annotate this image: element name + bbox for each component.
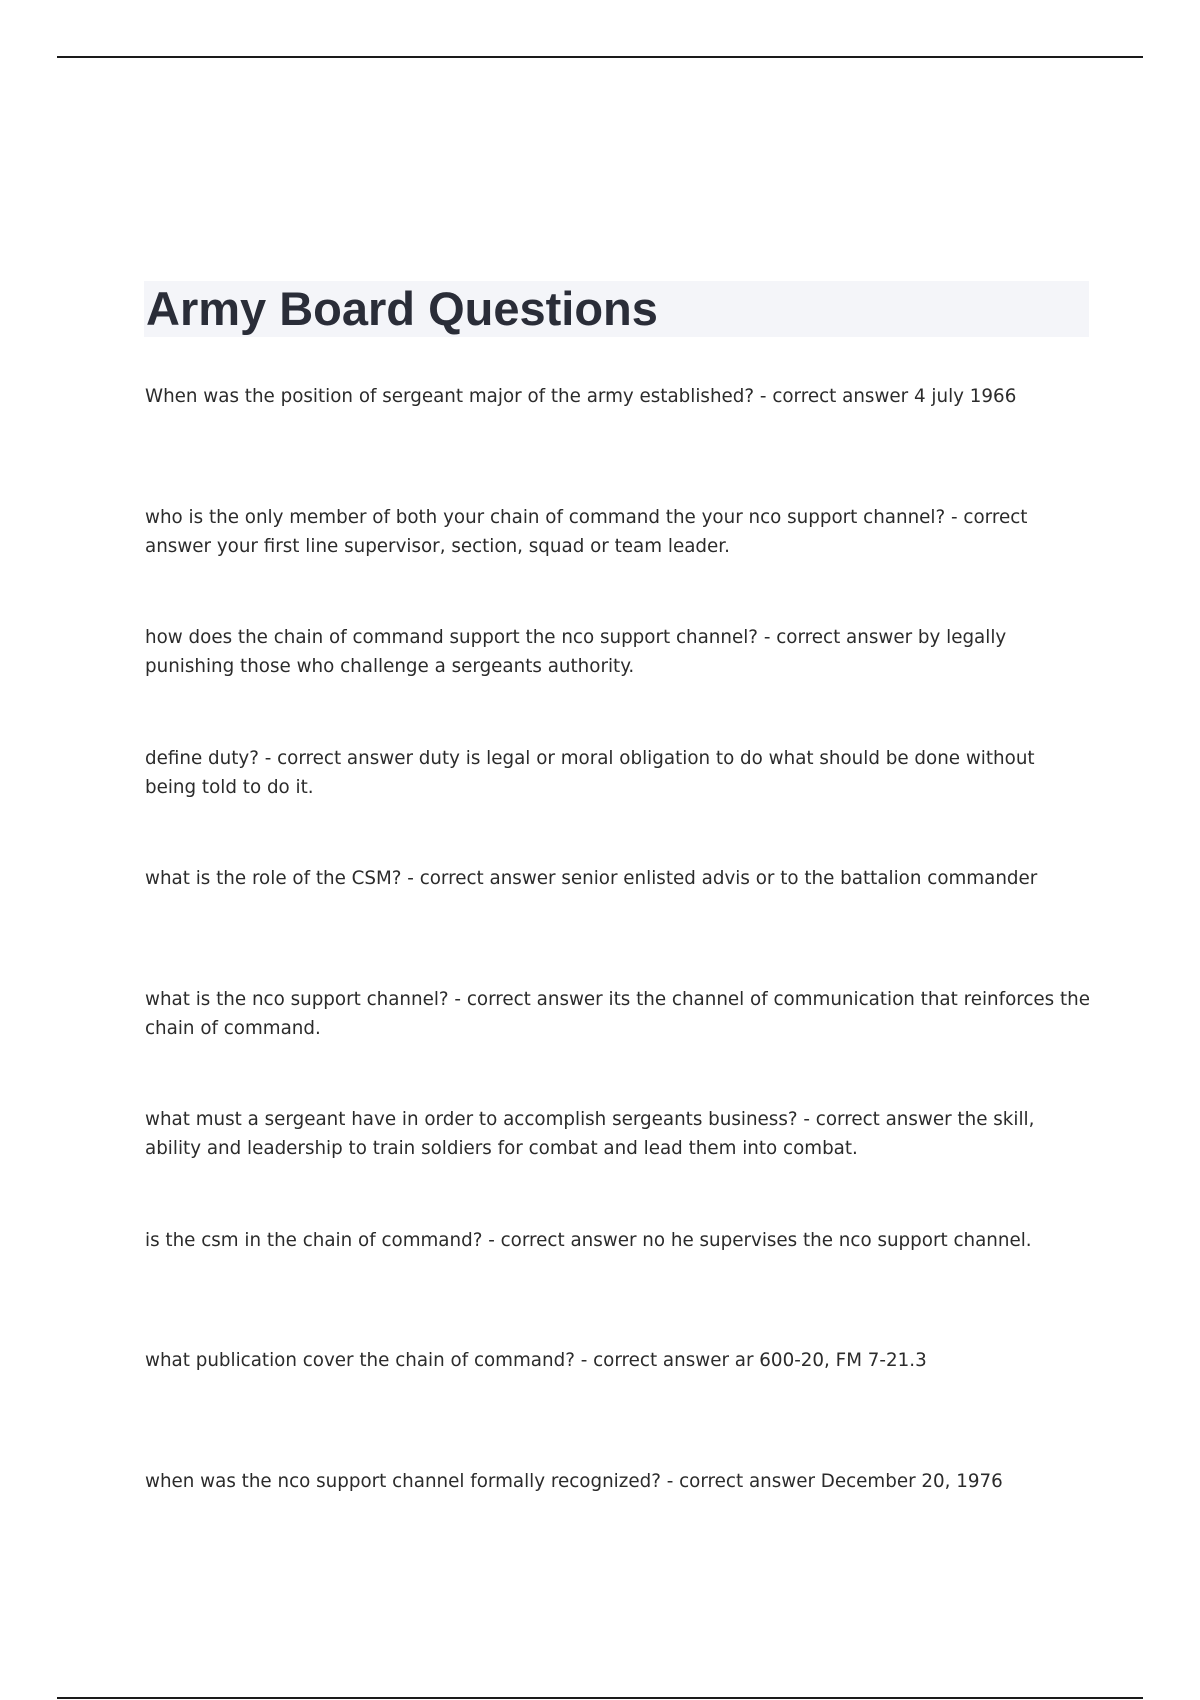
qa-entry-2: who is the only member of both your chain of command the your nco support channel? - correct answer your first line supervisor, section, squad or team leader. bbox=[145, 506, 1028, 557]
qa-entry-9: what publication cover the chain of command? - correct answer ar 600-20, FM 7-21.3 bbox=[145, 1350, 927, 1371]
header-rule bbox=[57, 56, 1143, 58]
qa-entry-7: what must a sergeant have in order to accomplish sergeants business? - correct answer the skill, ability and leadership to train soldiers for combat and lead them into combat. bbox=[145, 1109, 1035, 1159]
qa-entry-6: what is the nco support channel? - correct answer its the channel of communication that reinforces the chain of command. bbox=[145, 988, 1091, 1039]
qa-list bbox=[145, 382, 1090, 1587]
qa-entry-5: what is the role of the CSM? - correct answer senior enlisted advis or to the battalion commander bbox=[145, 868, 1038, 889]
qa-entry-1: When was the position of sergeant major of the army established? - correct answer 4 july 1966 bbox=[145, 386, 1017, 407]
qa-entry-8: is the csm in the chain of command? - correct answer no he supervises the nco support channel. bbox=[145, 1229, 1032, 1251]
qa-entry-10: when was the nco support channel formally recognized? - correct answer December 20, 1976 bbox=[145, 1470, 1003, 1492]
qa-entry-3: how does the chain of command support the nco support channel? - correct answer by legally punishing those who challenge a sergeants authority. bbox=[145, 627, 1007, 677]
qa-entry-4: define duty? - correct answer duty is legal or moral obligation to do what should be done without being told to do it. bbox=[145, 747, 1035, 798]
document-title: Army Board Questions bbox=[146, 282, 658, 335]
footer-rule bbox=[57, 1697, 1143, 1699]
